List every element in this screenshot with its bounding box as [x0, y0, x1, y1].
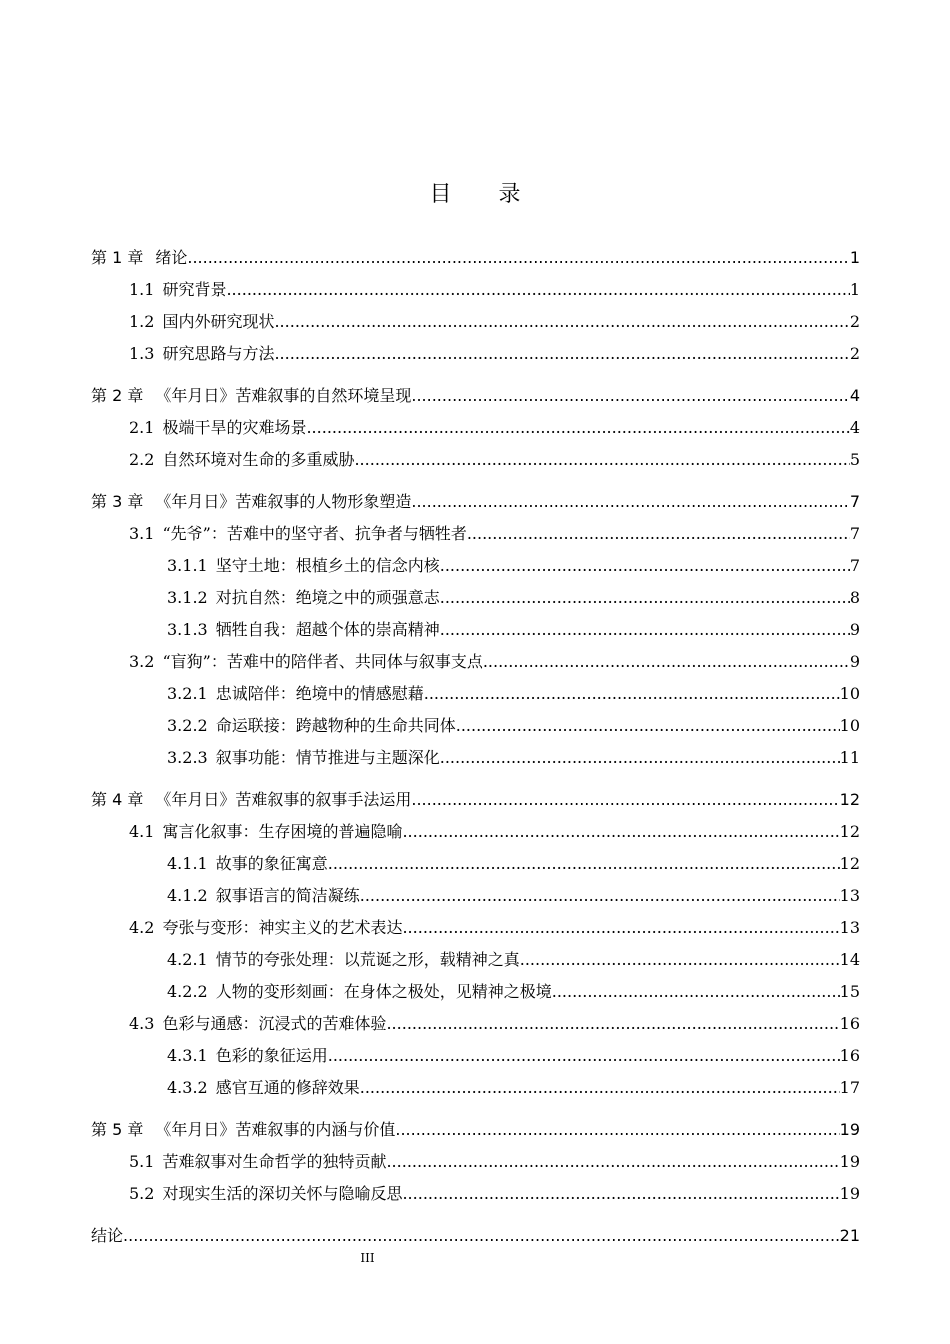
- toc-leader-dots: [520, 944, 840, 976]
- toc-leader-dots: [440, 582, 850, 614]
- toc-leader-dots: [424, 678, 840, 710]
- toc-conclusion[interactable]: [91, 1220, 860, 1252]
- toc-subsection-4-2-1[interactable]: [91, 944, 860, 976]
- toc-number: 2.1: [129, 418, 155, 437]
- toc-label: 色彩与通感：沉浸式的苦难体验: [162, 1014, 387, 1033]
- toc-label: 自然环境对生命的多重威胁: [162, 450, 355, 469]
- toc-number: 第 5 章: [91, 1120, 144, 1139]
- toc-number: 4.2: [129, 918, 155, 937]
- toc-label: 情节的夸张处理：以荒诞之形，载精神之真: [215, 950, 520, 969]
- toc-number: 第 2 章: [91, 386, 144, 405]
- toc-page-number: 19: [839, 1152, 860, 1171]
- toc-number: 第 1 章: [91, 248, 144, 267]
- toc-subsection-3-1-3[interactable]: [91, 614, 860, 646]
- toc-section-3-1[interactable]: [91, 518, 860, 550]
- toc-label: 夸张与变形：神实主义的艺术表达: [162, 918, 403, 937]
- toc-section-3-2[interactable]: [91, 646, 860, 678]
- toc-leader-dots: [274, 306, 849, 338]
- toc-page-number: 7: [849, 556, 860, 575]
- toc-leader-dots: [328, 848, 840, 880]
- toc-number: 4.2.1: [167, 950, 208, 969]
- toc-label: 《年月日》苦难叙事的人物形象塑造: [155, 492, 412, 511]
- toc-subsection-3-2-2[interactable]: [91, 710, 860, 742]
- toc-subsection-4-1-1[interactable]: [91, 848, 860, 880]
- toc-chapter-4[interactable]: [91, 784, 860, 816]
- toc-section-4-3[interactable]: [91, 1008, 860, 1040]
- toc-number: 4.3: [129, 1014, 155, 1033]
- toc-page-number: 19: [839, 1184, 860, 1203]
- toc-leader-dots: [187, 242, 849, 274]
- toc-page-number: 1: [849, 248, 860, 267]
- toc-number: 3.1.3: [167, 620, 208, 639]
- toc-label: “盲狗”：苦难中的陪伴者、共同体与叙事支点: [162, 652, 483, 671]
- toc-section-4-1[interactable]: [91, 816, 860, 848]
- toc-subsection-4-3-1[interactable]: [91, 1040, 860, 1072]
- toc-label: 牺牲自我：超越个体的崇高精神: [215, 620, 440, 639]
- toc-label: 极端干旱的灾难场景: [162, 418, 307, 437]
- toc-leader-dots: [354, 444, 849, 476]
- toc-number: 3.1: [129, 524, 155, 543]
- toc-page-number: 8: [849, 588, 860, 607]
- toc-subsection-4-3-2[interactable]: [91, 1072, 860, 1104]
- toc-number: 2.2: [129, 450, 155, 469]
- toc-label: 《年月日》苦难叙事的自然环境呈现: [155, 386, 412, 405]
- toc-leader-dots: [552, 976, 840, 1008]
- toc-leader-dots: [402, 1178, 839, 1210]
- toc-leader-dots: [440, 614, 850, 646]
- toc-page-number: 19: [839, 1120, 860, 1139]
- toc-page-number: 14: [839, 950, 860, 969]
- toc-label: 国内外研究现状: [162, 312, 275, 331]
- toc-label: 对抗自然：绝境之中的顽强意志: [215, 588, 440, 607]
- toc-leader-dots: [483, 646, 850, 678]
- toc-page-number: 12: [839, 822, 860, 841]
- toc-label: 《年月日》苦难叙事的叙事手法运用: [155, 790, 412, 809]
- toc-leader-dots: [440, 742, 840, 774]
- toc-leader-dots: [386, 1146, 839, 1178]
- toc-page-number: 15: [839, 982, 860, 1001]
- toc-page-number: 16: [839, 1046, 860, 1065]
- toc-number: 3.1.2: [167, 588, 208, 607]
- toc-page-number: 10: [839, 684, 860, 703]
- toc-leader-dots: [328, 1040, 840, 1072]
- toc-page-number: 17: [839, 1078, 860, 1097]
- toc-page-number: 12: [839, 854, 860, 873]
- toc-label: 结论: [91, 1226, 124, 1245]
- toc-leader-dots: [123, 1220, 840, 1252]
- toc-leader-dots: [226, 274, 849, 306]
- toc-chapter-5[interactable]: [91, 1114, 860, 1146]
- toc-section-1-3[interactable]: [91, 338, 860, 370]
- toc-label: 寓言化叙事：生存困境的普遍隐喻: [162, 822, 403, 841]
- toc-number: 5.2: [129, 1184, 155, 1203]
- toc-number: 4.3.2: [167, 1078, 208, 1097]
- toc-label: “先爷”：苦难中的坚守者、抗争者与牺牲者: [162, 524, 467, 543]
- toc-label: 色彩的象征运用: [215, 1046, 328, 1065]
- toc-chapter-1[interactable]: [91, 242, 860, 274]
- toc-chapter-2[interactable]: [91, 380, 860, 412]
- toc-number: 第 4 章: [91, 790, 144, 809]
- toc-label: 故事的象征寓意: [215, 854, 328, 873]
- toc-section-1-1[interactable]: [91, 274, 860, 306]
- toc-page-number: 2: [849, 312, 860, 331]
- toc-section-2-1[interactable]: [91, 412, 860, 444]
- toc-page-number: 2: [849, 344, 860, 363]
- toc-subsection-3-2-1[interactable]: [91, 678, 860, 710]
- toc-leader-dots: [395, 1114, 839, 1146]
- toc-leader-dots: [402, 816, 839, 848]
- toc-page-number: 5: [849, 450, 860, 469]
- toc-page-number: 16: [839, 1014, 860, 1033]
- toc-label: 感官互通的修辞效果: [215, 1078, 360, 1097]
- toc-page-number: 21: [839, 1226, 860, 1245]
- toc-leader-dots: [402, 912, 839, 944]
- toc-leader-dots: [274, 338, 849, 370]
- toc-label: 对现实生活的深切关怀与隐喻反思: [162, 1184, 403, 1203]
- toc-number: 4.2.2: [167, 982, 208, 1001]
- toc-number: 3.1.1: [167, 556, 208, 575]
- toc-number: 第 3 章: [91, 492, 144, 511]
- toc-label: 绪论: [155, 248, 188, 267]
- toc-number: 3.2.1: [167, 684, 208, 703]
- toc-leader-dots: [360, 880, 840, 912]
- toc-number: 4.1.2: [167, 886, 208, 905]
- toc-section-2-2[interactable]: [91, 444, 860, 476]
- toc-leader-dots: [411, 486, 849, 518]
- toc-label: 研究思路与方法: [162, 344, 275, 363]
- toc-leader-dots: [440, 550, 850, 582]
- toc-label: 苦难叙事对生命哲学的独特贡献: [162, 1152, 387, 1171]
- toc-page-number: 7: [849, 524, 860, 543]
- toc-page-number: 13: [839, 886, 860, 905]
- toc-page-number: 13: [839, 918, 860, 937]
- toc-label: 研究背景: [162, 280, 227, 299]
- toc-number: 3.2.3: [167, 748, 208, 767]
- toc-label: 叙事语言的简洁凝练: [215, 886, 360, 905]
- toc-page-number: 1: [849, 280, 860, 299]
- toc-subsection-3-1-2[interactable]: [91, 582, 860, 614]
- toc-label: 叙事功能：情节推进与主题深化: [215, 748, 440, 767]
- toc-subsection-3-2-3[interactable]: [91, 742, 860, 774]
- toc-page-number: 4: [849, 386, 860, 405]
- toc-label: 《年月日》苦难叙事的内涵与价值: [155, 1120, 396, 1139]
- toc-leader-dots: [411, 784, 839, 816]
- toc-number: 1.1: [129, 280, 155, 299]
- page-title: 目 录: [429, 182, 541, 207]
- toc-number: 5.1: [129, 1152, 155, 1171]
- toc-label: 命运联接：跨越物种的生命共同体: [215, 716, 456, 735]
- toc-subsection-4-2-2[interactable]: [91, 976, 860, 1008]
- toc-label: 人物的变形刻画：在身体之极处，见精神之极境: [215, 982, 552, 1001]
- toc-leader-dots: [467, 518, 850, 550]
- toc-page-number: 11: [839, 748, 860, 767]
- toc-subsection-4-1-2[interactable]: [91, 880, 860, 912]
- footer-page-number: III: [360, 1251, 375, 1265]
- toc-subsection-3-1-1[interactable]: [91, 550, 860, 582]
- toc-section-4-2[interactable]: [91, 912, 860, 944]
- toc-number: 4.1.1: [167, 854, 208, 873]
- toc-section-5-2[interactable]: [91, 1178, 860, 1210]
- toc-label: 坚守土地：根植乡土的信念内核: [215, 556, 440, 575]
- table-of-contents: [91, 242, 860, 1252]
- toc-leader-dots: [411, 380, 849, 412]
- toc-number: 3.2.2: [167, 716, 208, 735]
- toc-leader-dots: [456, 710, 840, 742]
- toc-number: 1.3: [129, 344, 155, 363]
- toc-leader-dots: [386, 1008, 839, 1040]
- toc-chapter-3[interactable]: [91, 486, 860, 518]
- toc-page-number: 10: [839, 716, 860, 735]
- toc-number: 4.1: [129, 822, 155, 841]
- toc-number: 3.2: [129, 652, 155, 671]
- toc-label: 忠诚陪伴：绝境中的情感慰藉: [215, 684, 424, 703]
- toc-page-number: 9: [849, 620, 860, 639]
- toc-page-number: 4: [849, 418, 860, 437]
- toc-number: 1.2: [129, 312, 155, 331]
- toc-page-number: 9: [849, 652, 860, 671]
- toc-page-number: 7: [849, 492, 860, 511]
- toc-section-5-1[interactable]: [91, 1146, 860, 1178]
- toc-section-1-2[interactable]: [91, 306, 860, 338]
- toc-leader-dots: [306, 412, 849, 444]
- toc-leader-dots: [360, 1072, 840, 1104]
- toc-page-number: 12: [839, 790, 860, 809]
- toc-number: 4.3.1: [167, 1046, 208, 1065]
